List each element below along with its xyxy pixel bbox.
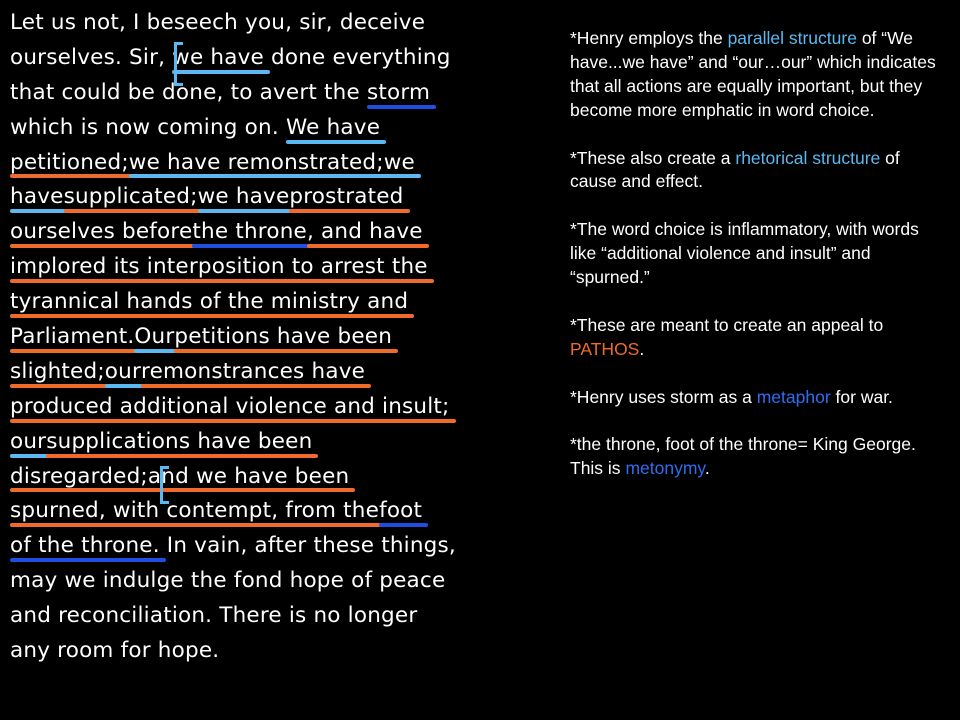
pathos-phrase: produced additional violence and insult;	[10, 390, 450, 425]
speech-line-6	[10, 180, 510, 215]
speech-line-19	[10, 634, 510, 669]
parallel-bracket-close	[160, 466, 169, 504]
note-pathos: *These are meant to create an appeal to PATHOS.	[570, 314, 884, 359]
note-metaphor: *Henry uses storm as a metaphor for war.	[570, 386, 893, 407]
speech-text: ourselves. Sir,	[10, 44, 173, 70]
speech-line-14	[10, 460, 510, 495]
metaphor-phrase: storm	[367, 76, 430, 111]
speech-line-16	[10, 529, 510, 564]
metonymy-phrase: of the throne.	[10, 529, 160, 564]
speech-line-8	[10, 250, 510, 285]
pathos-phrase: remonstrances have	[141, 355, 365, 390]
note-metonymy: *the throne, foot of the throne= King George. This is metonymy.	[570, 434, 916, 479]
pathos-phrase: supplicated;	[64, 180, 198, 215]
term-metonymy: metonymy	[625, 458, 705, 479]
pathos-phrase: spurned, with contempt, from the	[10, 494, 379, 529]
speech-line-9	[10, 285, 510, 320]
pathos-phrase: tyrannical hands of the ministry and	[10, 285, 408, 320]
speech-line-7	[10, 215, 510, 250]
pathos-phrase: ourselves before	[10, 215, 192, 250]
speech-text: done everything	[263, 44, 451, 70]
parallel-bracket-open	[174, 42, 183, 86]
parallel-phrase: we	[384, 146, 415, 181]
pathos-phrase: prostrated	[289, 180, 403, 215]
speech-line-4	[10, 111, 510, 146]
parallel-phrase: our	[105, 355, 141, 390]
parallel-phrase: We have	[286, 111, 380, 146]
parallel-phrase: Our	[134, 320, 174, 355]
speech-line-11	[10, 355, 510, 390]
term-parallel-structure: parallel structure	[727, 28, 857, 48]
pathos-phrase: petitioned;	[10, 146, 129, 181]
pathos-phrase: slighted;	[10, 355, 105, 390]
speech-text: In vain, after these things,	[159, 533, 456, 559]
term-pathos: PATHOS	[570, 338, 640, 359]
speech-line-5	[10, 146, 510, 181]
pathos-phrase: supplications have been	[46, 425, 312, 460]
speech-text: and reconciliation. There is no longer	[10, 603, 418, 629]
note-parallel-structure: *Henry employs the parallel structure of “We have...we have” and “our…our” which indicates that all actions are equally important, but they become more emphatic in word choice.	[570, 28, 936, 120]
speech-text: Let us not, I beseech you, sir, deceive	[10, 10, 426, 35]
parallel-phrase: we have	[198, 180, 290, 215]
parallel-phrase: our	[10, 425, 46, 460]
speech-line-18	[10, 599, 510, 634]
speech-line-3	[10, 76, 510, 111]
analysis-notes	[570, 27, 940, 505]
pathos-phrase: and we have been	[148, 460, 349, 495]
speech-line-10	[10, 320, 510, 355]
pathos-phrase: implored its interposition to arrest the	[10, 250, 428, 285]
pathos-phrase: , and have	[307, 215, 423, 250]
speech-text: may we indulge the fond hope of peace	[10, 568, 446, 594]
speech-line-12	[10, 390, 510, 425]
term-metaphor: metaphor	[756, 386, 831, 407]
parallel-phrase: we have	[172, 41, 264, 76]
parallel-phrase: we have remonstrated;	[129, 146, 384, 181]
speech-line-1	[10, 6, 510, 41]
parallel-phrase: have	[10, 180, 64, 215]
speech-excerpt	[10, 6, 510, 669]
pathos-phrase: disregarded;	[10, 460, 148, 495]
note-rhetorical-structure: *These also create a rhetorical structure of cause and effect.	[570, 147, 900, 192]
metonymy-phrase: the throne	[192, 215, 307, 250]
speech-line-13	[10, 425, 510, 460]
speech-line-15	[10, 494, 510, 529]
pathos-phrase: petitions have been	[174, 320, 392, 355]
term-rhetorical-structure: rhetorical structure	[735, 147, 881, 168]
speech-line-2	[10, 41, 510, 76]
speech-line-17	[10, 564, 510, 599]
speech-text: any room for hope.	[10, 638, 220, 664]
note-word-choice: *The word choice is inflammatory, with words like “additional violence and insult” and “spurned.”	[570, 219, 919, 288]
speech-text: which is now coming on.	[10, 114, 286, 140]
pathos-phrase: Parliament.	[10, 320, 134, 355]
metonymy-phrase: foot	[379, 494, 422, 529]
speech-text: that could be done, to avert the	[10, 79, 367, 105]
